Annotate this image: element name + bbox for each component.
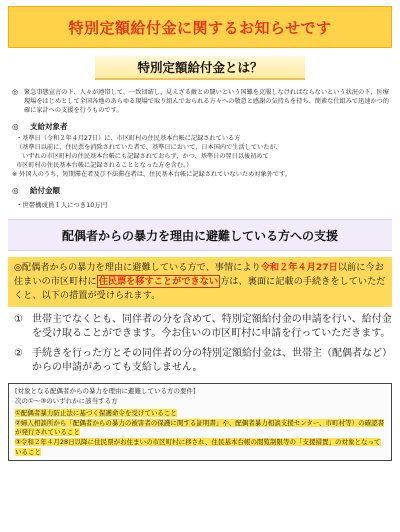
item-text: 手続きを行った方とその同伴者の分の特別定額給付金は、世帯主（配偶者など）からの申請があっても支給しません。 bbox=[32, 348, 392, 373]
dv-box-text: 方は、裏面に記載の手続きをしていただくと、以下の措置が受けられます。 bbox=[14, 276, 386, 301]
bullet-mark: ◎ bbox=[12, 122, 19, 131]
dv-highlight-box bbox=[8, 257, 392, 307]
section-title-banner bbox=[95, 56, 305, 80]
bullet-mark: ◎ bbox=[12, 186, 19, 195]
item-number: ① bbox=[14, 314, 23, 325]
amount-heading bbox=[8, 185, 392, 196]
dv-emphasis: 住民票を移すことができない bbox=[98, 276, 219, 287]
eligibility-body bbox=[8, 134, 392, 170]
requirements-title: [対象となる配偶者からの暴力を理由に避難している方の要件] bbox=[15, 387, 196, 395]
item-text: 世帯主でなくとも、同伴者の分を含めて、特別定額給付金の申請を行い、給付金を受け取ることができます。今お住いの市区町村に申請を行っていただきます。 bbox=[32, 314, 392, 339]
dv-title-banner bbox=[8, 219, 392, 251]
main-title-banner bbox=[8, 6, 392, 48]
eligibility-line: ・基準日（令和２年４月27日）に、市区町村の住民基本台帳に記録されている方 bbox=[16, 135, 241, 142]
requirement-item: ③令和２年４月28日以降に住民票がお住まいの市区町村に移され、住民基本台帳の閲覧制限等の「支援措置」の対象となっていること bbox=[15, 437, 381, 456]
eligibility-line: （基準日以前に、住民票を消除されていた者で、基準日において、日本国内で生活していたが、 bbox=[16, 144, 282, 151]
dv-measure-item bbox=[8, 313, 392, 341]
requirements-box bbox=[8, 383, 392, 461]
requirement-item: ②婦人相談所から「配偶者からの暴力の被害者の保護に関する証明書」や、配偶者暴力相談支援センター、市町村等）の確認書が発行されていること bbox=[15, 418, 385, 437]
eligibility-heading-text: 支給対象者 bbox=[30, 122, 68, 131]
requirement-item: ①配偶者暴力防止法に基づく保護命令を受けていること bbox=[15, 409, 177, 418]
eligibility-heading bbox=[8, 121, 392, 132]
eligibility-line: いずれの市区町村の住民基本台帳にも記録されておらず、かつ、基準日の翌日以後初めて bbox=[22, 153, 269, 160]
intro-text: 緊急事態宣言の下、人々が連帯して、一致団結し、見えざる敵との闘いという国難を克服しなければならないという状況の下、医療現場をはじめとして全国各地のあらゆる現場で取り組んでおられる方々への敬意と感謝の気持ちを持ち、簡素な仕組みで迅速かつ的確に家計への支援を行うものです。 bbox=[24, 89, 390, 114]
dv-measure-item bbox=[8, 347, 392, 375]
eligibility-note: ※ 外国人のうち、短期滞在者及び不法滞在者は、住民基本台帳に記録されていないため対象外です。 bbox=[12, 171, 291, 178]
eligibility-line: 市区町村の住民基本台帳に記録されることとなった方を含む。） bbox=[16, 162, 193, 169]
requirements-intro: 次の①～③のいずれかに該当する方 bbox=[15, 396, 118, 405]
amount-heading-text: 給付金額 bbox=[30, 186, 60, 195]
item-number: ② bbox=[14, 348, 23, 359]
dv-title: 配偶者からの暴力を理由に避難している方への支援 bbox=[61, 228, 338, 243]
intro-paragraph bbox=[8, 88, 392, 115]
bullet-mark: ◎ bbox=[12, 88, 19, 96]
amount-text: ・世帯構成員１人につき10万円 bbox=[16, 201, 108, 209]
dv-date: 令和２年４月27日 bbox=[260, 262, 338, 273]
section-title: 特別定額給付金とは？ bbox=[137, 60, 263, 75]
main-title: 特別定額給付金に関するお知らせです bbox=[68, 18, 332, 37]
dv-box-text: ◎配偶者からの暴力を理由に避難している方で、事情により bbox=[14, 262, 261, 273]
dv-box-text: 以前に今お住まいの市区町村に bbox=[14, 262, 384, 287]
